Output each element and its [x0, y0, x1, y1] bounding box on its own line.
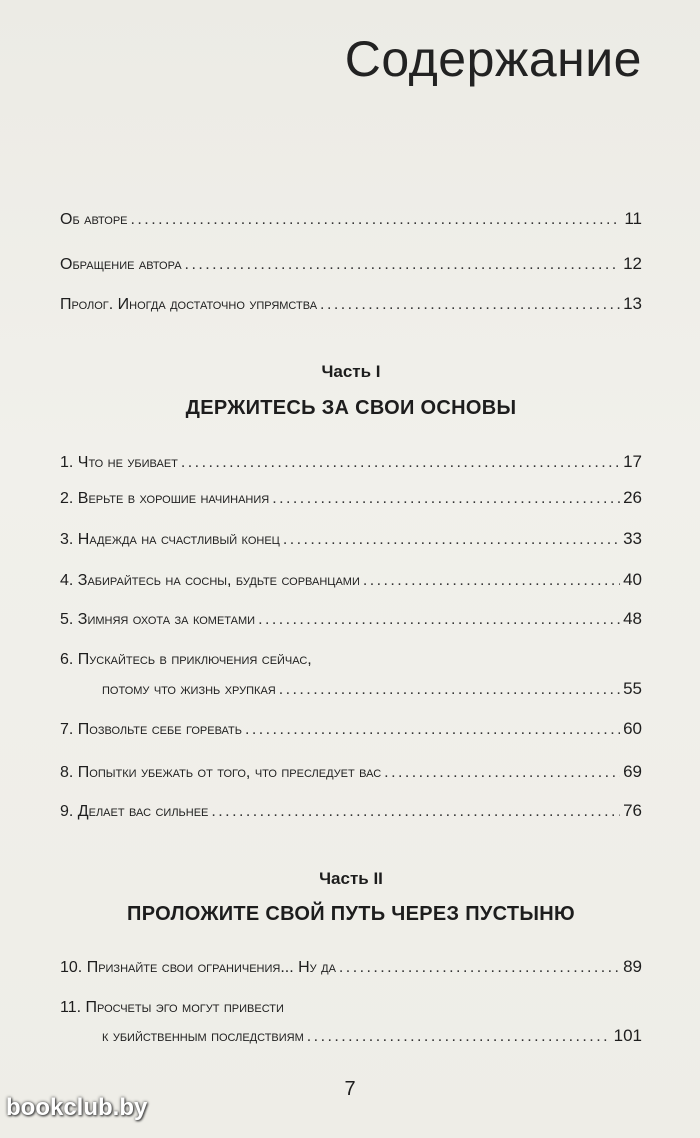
leader-dots [363, 572, 620, 590]
toc-entry-page: 89 [623, 957, 642, 976]
toc-entry-page: 69 [623, 762, 642, 781]
toc-entry-chapter-6 [60, 679, 642, 705]
toc-entry-page: 26 [623, 488, 642, 507]
toc-entry-page: 12 [623, 254, 642, 273]
toc-entry-about-author [60, 209, 642, 235]
leader-dots [272, 490, 620, 508]
toc-entry-chapter-2 [60, 488, 642, 514]
toc-entry-label: к убийственным последствиям [102, 1028, 304, 1045]
leader-dots [258, 611, 620, 629]
part2-label: Часть II [319, 869, 383, 888]
toc-entry-chapter-9 [60, 801, 642, 827]
toc-entry-chapter-1 [60, 452, 642, 478]
leader-dots [185, 256, 621, 274]
toc-entry-page: 48 [623, 609, 642, 628]
toc-entry-label: 2. Верьте в хорошие начинания [60, 490, 270, 507]
toc-entry-chapter-11-line1: 11. Просчеты эго могут привести [60, 999, 284, 1016]
toc-entry-page: 11 [624, 209, 642, 228]
leader-dots [245, 721, 620, 739]
toc-entry-label: Обращение автора [60, 256, 182, 273]
toc-entry-chapter-3 [60, 529, 642, 555]
part1-title: ДЕРЖИТЕСЬ ЗА СВОИ ОСНОВЫ [185, 397, 517, 419]
toc-entry-page: 13 [623, 294, 642, 313]
leader-dots [307, 1028, 611, 1046]
watermark: bookclub.by [6, 1094, 148, 1121]
toc-entry-chapter-7 [60, 719, 642, 745]
toc-entry-page: 40 [623, 570, 642, 589]
toc-entry-label: 7. Позвольте себе горевать [60, 721, 242, 738]
page-title: Содержание [344, 31, 642, 87]
toc-entry-label: 1. Что не убивает [60, 454, 178, 471]
toc-entry-label: 4. Забирайтесь на сосны, будьте сорванцами [60, 572, 360, 589]
toc-entry-label: Об авторе [60, 211, 128, 228]
toc-entry-label: 5. Зимняя охота за кометами [60, 611, 256, 628]
leader-dots [339, 959, 620, 977]
toc-entry-page: 33 [623, 529, 642, 548]
toc-entry-page: 76 [623, 801, 642, 820]
part2-title: ПРОЛОЖИТЕ СВОЙ ПУТЬ ЧЕРЕЗ ПУСТЫНЮ [127, 903, 575, 925]
leader-dots [181, 454, 620, 472]
toc-entry-author-address [60, 254, 642, 280]
leader-dots [211, 803, 620, 821]
leader-dots [384, 764, 620, 782]
toc-entry-prologue [60, 294, 642, 320]
toc-entry-chapter-8 [60, 762, 642, 788]
leader-dots [279, 681, 620, 699]
toc-entry-label: Пролог. Иногда достаточно упрямства [60, 296, 318, 313]
part1-label: Часть I [321, 362, 381, 381]
toc-entry-chapter-11 [60, 1026, 642, 1052]
toc-entry-label: 10. Признайте свои ограничения... Ну да [60, 959, 336, 976]
toc-entry-page: 101 [613, 1026, 642, 1045]
leader-dots [283, 531, 620, 549]
toc-entry-chapter-5 [60, 609, 642, 635]
page-number: 7 [344, 1078, 356, 1100]
toc-entry-chapter-10 [60, 957, 642, 983]
toc-entry-chapter-4 [60, 570, 642, 596]
leader-dots [131, 211, 622, 229]
leader-dots [320, 296, 620, 314]
toc-entry-label: 3. Надежда на счастливый конец [60, 531, 280, 548]
toc-entry-label: 8. Попытки убежать от того, что преследует вас [60, 764, 382, 781]
toc-entry-label: потому что жизнь хрупкая [102, 681, 276, 698]
toc-entry-chapter-6-line1: 6. Пускайтесь в приключения сейчас, [60, 651, 312, 668]
toc-entry-page: 17 [623, 452, 642, 471]
toc-entry-page: 60 [623, 719, 642, 738]
toc-entry-page: 55 [623, 679, 642, 698]
toc-entry-label: 9. Делает вас сильнее [60, 803, 209, 820]
